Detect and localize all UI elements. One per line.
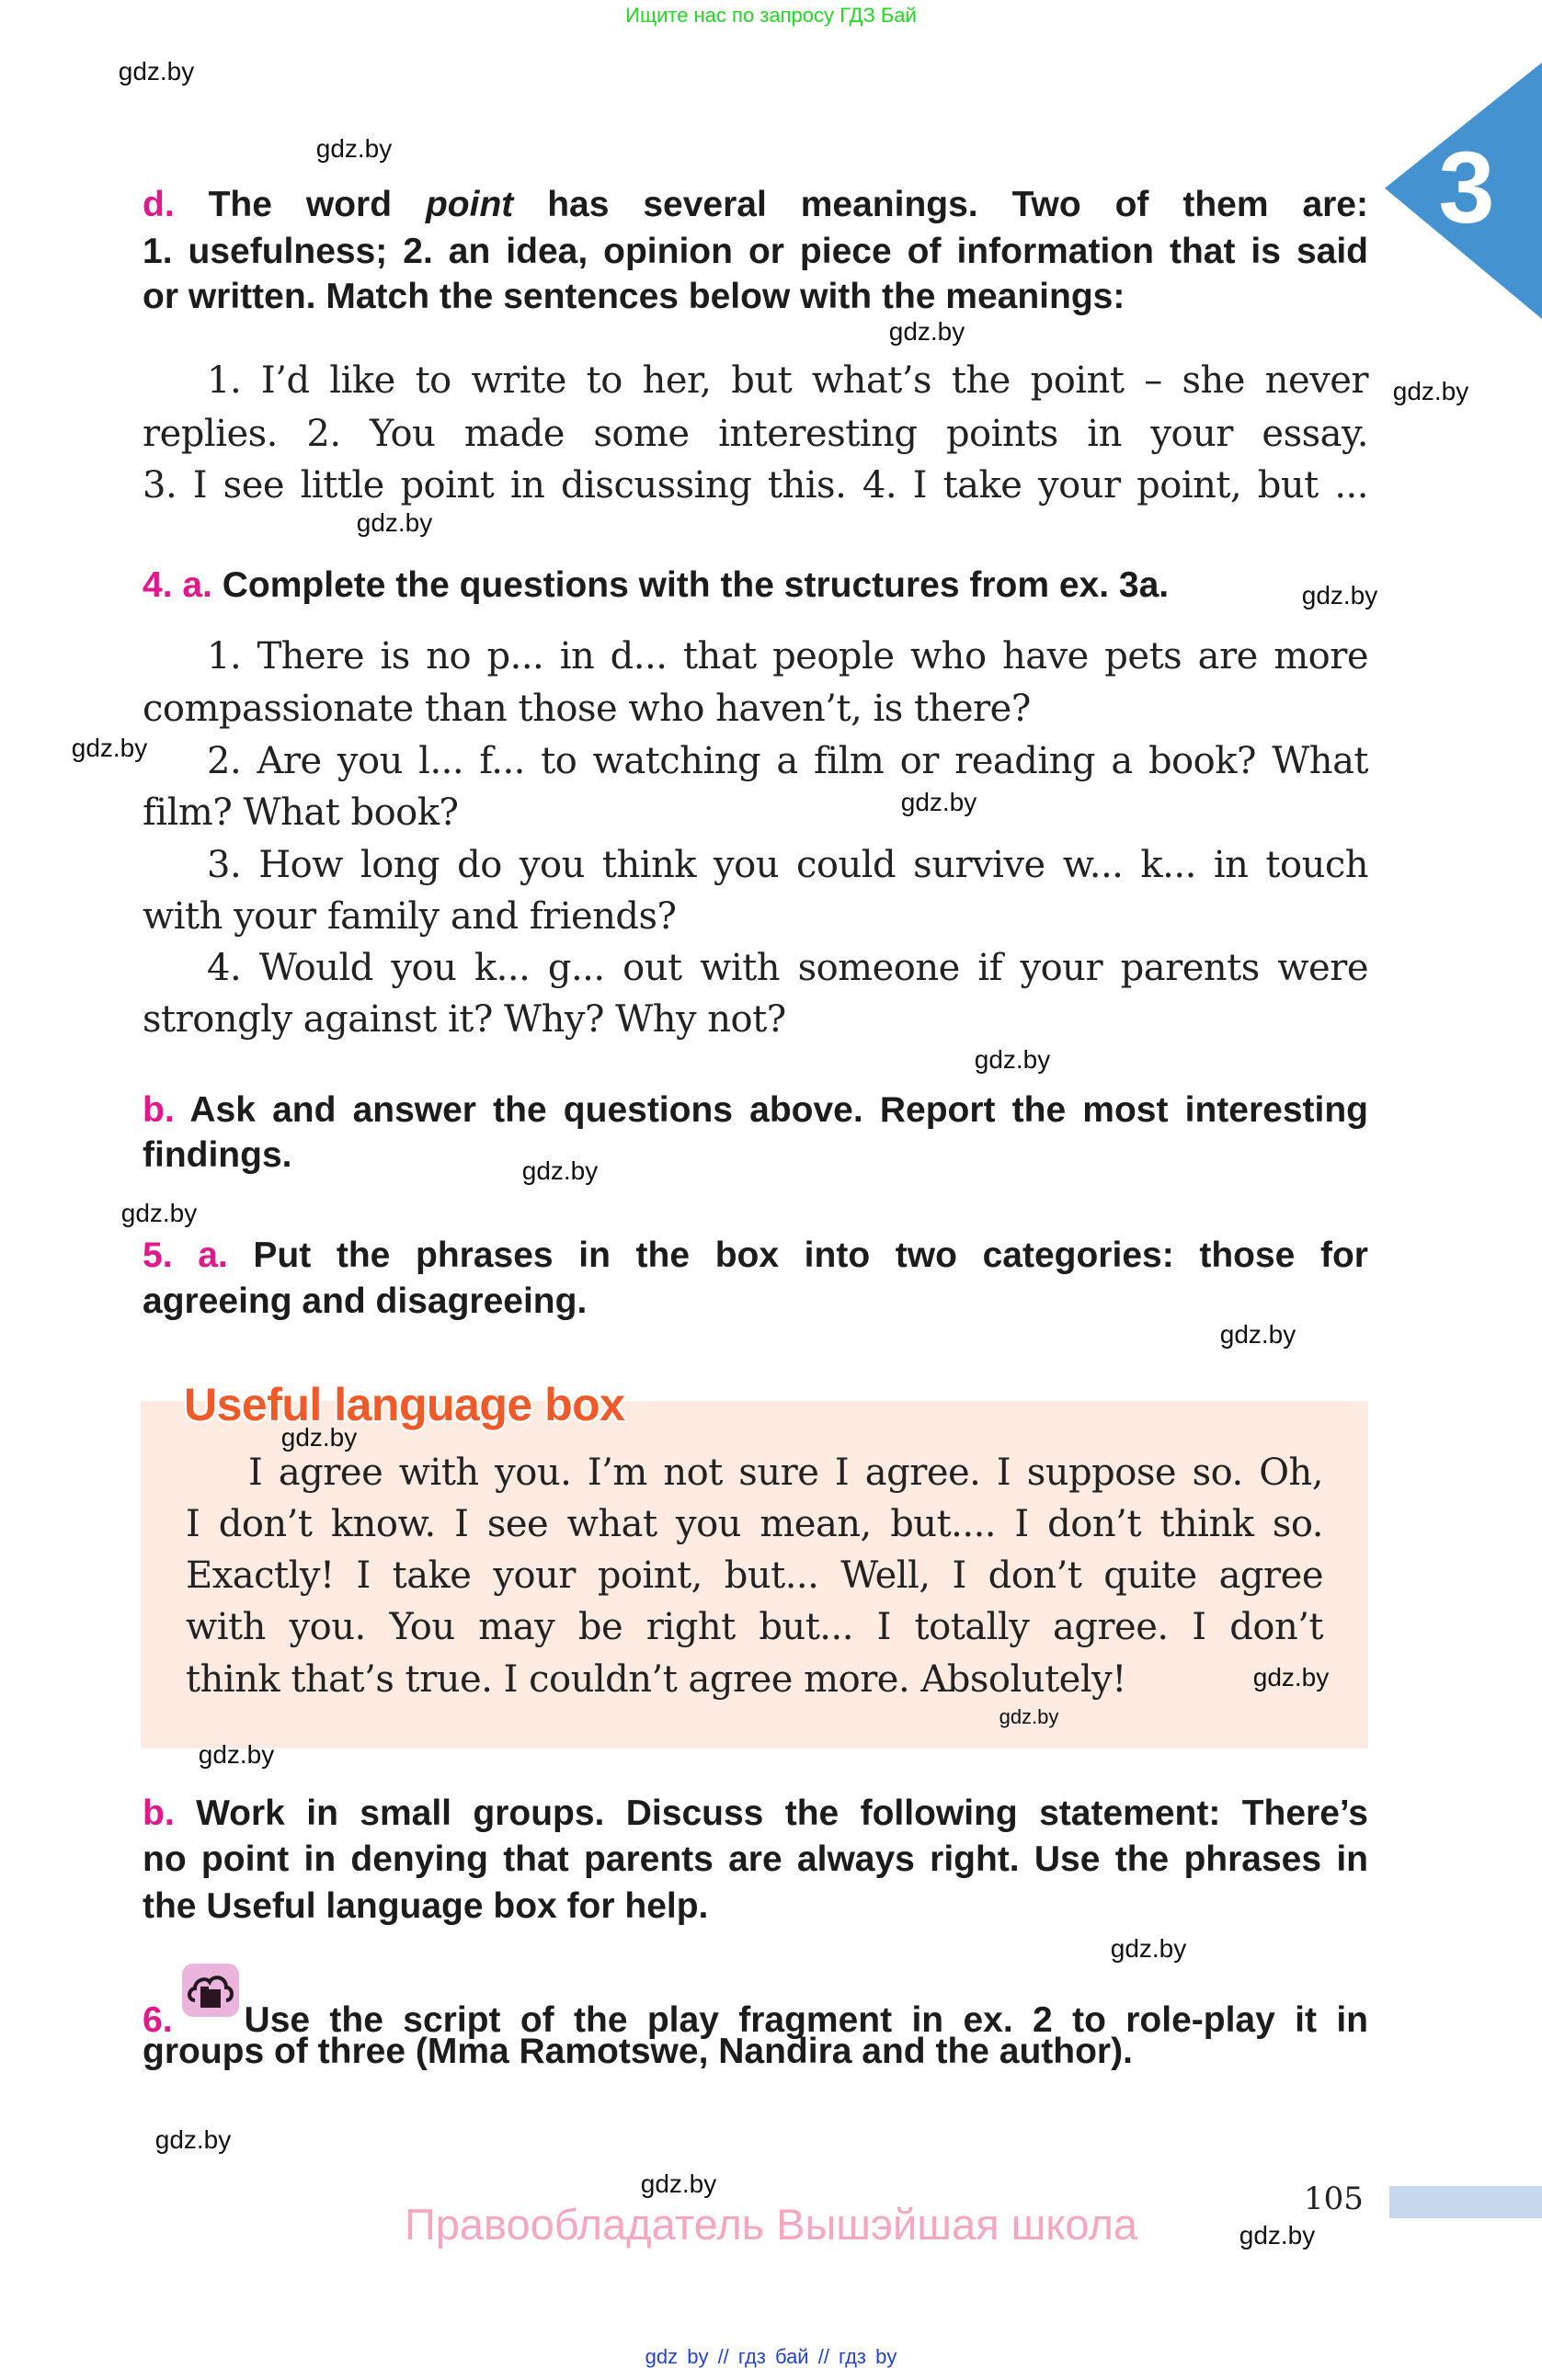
exercise-5b-line-1 <box>143 1791 1368 1837</box>
italic-word: point <box>425 185 514 224</box>
watermark: gdz.by <box>900 788 977 816</box>
exercise-label: a. <box>182 565 212 605</box>
question-line: film? What book? <box>143 791 459 834</box>
watermark: gdz.by <box>1110 1934 1187 1963</box>
watermark: gdz.by <box>1219 1320 1296 1349</box>
exercise-number: 4. <box>143 565 173 605</box>
useful-language-box-title: Useful language box <box>184 1379 625 1430</box>
watermark: gdz.by <box>315 134 393 163</box>
exercise-3d-line-3: or written. Match the sentences below with the meanings: <box>143 277 1125 316</box>
exercise-4b-line-2: findings. <box>143 1135 292 1175</box>
question-line: 2. Are you l... f... to watching a film or reading a book? What <box>207 740 1368 782</box>
question-line: compassionate than those who haven’t, is there? <box>143 688 1031 730</box>
watermark: gdz.by <box>640 2169 717 2198</box>
watermark: gdz.by <box>521 1156 599 1185</box>
watermark: gdz.by <box>356 508 433 537</box>
chapter-number: 3 <box>1438 131 1495 245</box>
phrase-line: Exactly! I take your point, but... Well, I don’t quite agree <box>186 1554 1323 1597</box>
watermark: gdz.by <box>974 1045 1051 1074</box>
watermark: gdz.by <box>1392 377 1469 405</box>
question-line: 1. There is no p... in d... that people who have pets are more <box>207 635 1368 678</box>
watermark: gdz.by <box>198 1740 275 1769</box>
sentence-line: replies. 2. You made some interesting points in your essay. <box>143 413 1368 455</box>
instruction-text: Use the script of the play fragment in ex. 2 to role-play it in <box>244 2000 1368 2040</box>
sentence-line: 1. I’d like to write to her, but what’s the point – she never <box>207 359 1368 402</box>
watermark: gdz.by <box>118 57 195 85</box>
question-line: 3. How long do you think you could survive w... k... in touch <box>207 844 1368 886</box>
sentence-line: 3. I see little point in discussing this. 4. I take your point, but ... <box>143 464 1368 507</box>
watermark: gdz.by <box>1252 1663 1330 1691</box>
phrase-line: I agree with you. I’m not sure I agree. I suppose so. Oh, <box>248 1452 1323 1494</box>
watermark: gdz.by <box>999 1705 1059 1728</box>
page-number: 105 <box>1304 2181 1364 2217</box>
exercise-5a-line-1 <box>143 1233 1368 1279</box>
exercise-label: b. <box>143 1090 175 1130</box>
instruction-text: Ask and answer the questions above. Report the most interesting <box>189 1090 1369 1130</box>
instruction-text: Complete the questions with the structures from ex. 3a. <box>222 565 1170 605</box>
exercise-6-line-2: groups of three (Mma Ramotswe, Nandira and the author). <box>143 2032 1133 2071</box>
exercise-5a-line-2: agreeing and disagreeing. <box>143 1281 588 1321</box>
search-banner: Ищите нас по запросу ГДЗ Бай <box>625 4 917 27</box>
phrase-line: think that’s true. I couldn’t agree more. Absolutely! <box>186 1658 1126 1701</box>
exercise-6-line-1 <box>143 1984 1368 2040</box>
watermark: gdz.by <box>154 2125 232 2154</box>
watermark: gdz.by <box>1239 2221 1316 2249</box>
exercise-3d-line-1 <box>143 182 1368 228</box>
exercise-label: b. <box>143 1794 175 1833</box>
instruction-text: Work in small groups. Discuss the following statement: There’s <box>196 1794 1368 1833</box>
exercise-4b-line-1 <box>143 1088 1368 1133</box>
publisher-notice: Правообладатель Вышэйшая школа <box>404 2200 1138 2249</box>
exercise-label: a. <box>198 1236 228 1275</box>
watermark: gdz.by <box>1301 581 1378 609</box>
watermark: gdz.by <box>280 1423 358 1452</box>
question-line: 4. Would you k... g... out with someone if your parents were <box>207 947 1368 989</box>
instruction-text: The word <box>208 185 426 224</box>
phrase-line: with you. You may be right but... I totally agree. I don’t <box>186 1606 1323 1648</box>
exercise-4a-instruction <box>143 563 1368 609</box>
watermark: gdz.by <box>888 317 965 346</box>
exercise-number: 5. <box>143 1236 173 1275</box>
phrase-line: I don’t know. I see what you mean, but.... I don’t think so. <box>186 1503 1323 1545</box>
footer-links[interactable]: gdz by // гдз бай // гдз by <box>645 2345 897 2368</box>
cloud-folder-icon <box>182 1964 239 2017</box>
exercise-5b-line-3: the Useful language box for help. <box>143 1886 709 1926</box>
exercise-3d-line-2: 1. usefulness; 2. an idea, opinion or piece of information that is said <box>143 232 1368 271</box>
instruction-text: has several meanings. Two of them are: <box>513 185 1368 224</box>
exercise-number: 6. <box>143 2000 173 2040</box>
watermark: gdz.by <box>71 734 148 762</box>
exercise-5b-line-2: no point in denying that parents are always right. Use the phrases in <box>143 1839 1368 1879</box>
question-line: with your family and friends? <box>143 895 677 938</box>
question-line: strongly against it? Why? Why not? <box>143 998 786 1041</box>
exercise-label: d. <box>143 185 175 224</box>
watermark: gdz.by <box>120 1199 198 1227</box>
instruction-text: Put the phrases in the box into two categories: those for <box>253 1236 1368 1275</box>
